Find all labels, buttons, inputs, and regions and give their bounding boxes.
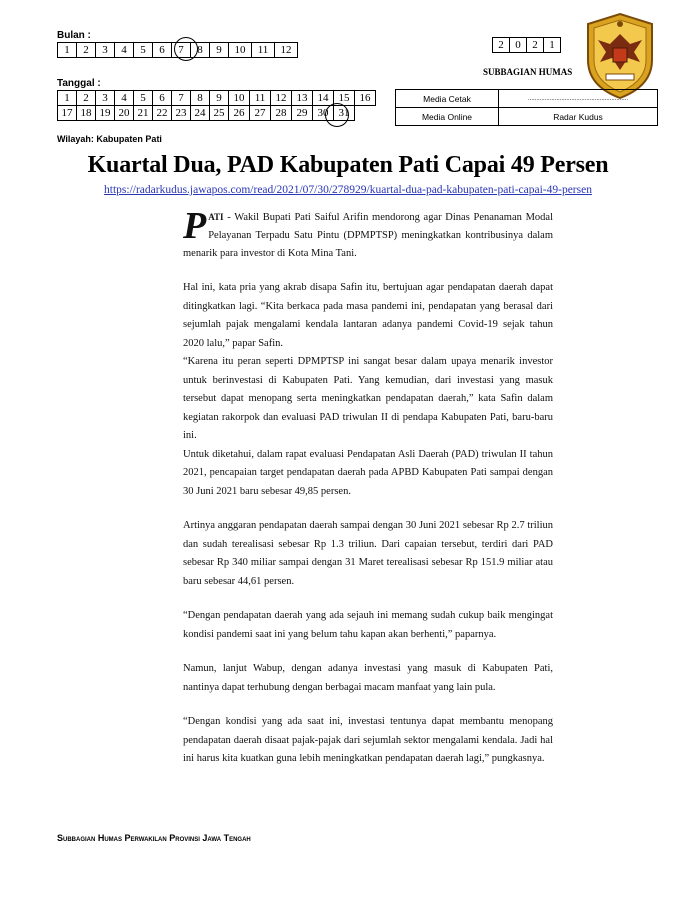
tanggal-cell: 10 bbox=[229, 91, 250, 106]
unit-label: SUBBAGIAN HUMAS bbox=[483, 67, 573, 77]
lead-text: - Wakil Bupati Pati Saiful Arifin mendorong agar Dinas Penanaman Modal Pelayanan Terpadu Satu Pintu (DPMPTSP) meningkatkan kontribusinya dalam menarik para investor di Kota Mina Tani. bbox=[183, 212, 553, 259]
tanggal-cell: 31 bbox=[334, 106, 355, 121]
tanggal-cell: 6 bbox=[153, 91, 172, 106]
year-digit: 2 bbox=[527, 38, 544, 53]
article-url-wrap bbox=[0, 180, 696, 198]
article-title: Kuartal Dua, PAD Kabupaten Pati Capai 49 Persen bbox=[87, 152, 609, 178]
bulan-cell: 10 bbox=[229, 43, 252, 58]
bulan-cell: 2 bbox=[77, 43, 96, 58]
tanggal-cell: 26 bbox=[229, 106, 250, 121]
tanggal-cell: 12 bbox=[271, 91, 292, 106]
tanggal-cell: 11 bbox=[250, 91, 271, 106]
lead-paragraph bbox=[183, 205, 553, 263]
bulan-cell: 7 bbox=[172, 43, 191, 58]
tanggal-cell: 28 bbox=[271, 106, 292, 121]
tanggal-cell: 2 bbox=[77, 91, 96, 106]
bulan-cell: 1 bbox=[58, 43, 77, 58]
media-online-label: Media Online bbox=[396, 108, 499, 126]
article-paragraph: Hal ini, kata pria yang akrab disapa Safin itu, bertujuan agar pendapatan daerah dapat ditingkatkan lagi. “Kita berkaca pada masa pandemi ini, pendapatan yang berasal dari sejumlah pajak mengalami kendala lantaran adanya pandemi Covid-19 sejak tahun 2020 lalu,” papar Safin. bbox=[183, 282, 553, 349]
footer-label: Subbagian Humas Perwakilan Provinsi Jawa Tengah bbox=[57, 833, 251, 843]
tanggal-cell: 7 bbox=[172, 91, 191, 106]
year-digit: 2 bbox=[493, 38, 510, 53]
article-paragraph: “Dengan pendapatan daerah yang ada sejauh ini memang sudah cukup baik mengingat kondisi pandemi saat ini yang belum tahu kapan akan berhenti,” paparnya. bbox=[183, 610, 553, 640]
media-table bbox=[395, 89, 658, 126]
tanggal-label: Tanggal : bbox=[57, 78, 101, 89]
year-digit: 1 bbox=[544, 38, 561, 53]
drop-cap: P bbox=[183, 205, 207, 247]
tanggal-cell: 24 bbox=[191, 106, 210, 121]
tanggal-cell: 17 bbox=[58, 106, 77, 121]
bulan-cell: 11 bbox=[252, 43, 275, 58]
article-paragraph: Namun, lanjut Wabup, dengan adanya investasi yang masuk di Kabupaten Pati, nantinya dapat terhubung dengan berbagai macam manfaat yang lain pula. bbox=[183, 663, 553, 693]
bulan-cell: 9 bbox=[210, 43, 229, 58]
tanggal-cell: 16 bbox=[355, 91, 376, 106]
month-selection-circle bbox=[174, 37, 198, 61]
bulan-cell: 8 bbox=[191, 43, 210, 58]
article-paragraph: “Dengan kondisi yang ada saat ini, investasi tentunya dapat membantu menopang pendapatan daerah disaat pajak-pajak dari sejumlah sektor mengalami kendala. Jadi hal ini harus kita kuatkan guna lebih meningkatkan pendapatan daerah lagi,” pungkasnya. bbox=[183, 716, 553, 764]
tanggal-cell: 13 bbox=[292, 91, 313, 106]
tanggal-cell: 27 bbox=[250, 106, 271, 121]
tanggal-cell: 18 bbox=[77, 106, 96, 121]
article-url-link[interactable]: https://radarkudus.jawapos.com/read/2021/07/30/278929/kuartal-dua-pad-kabupaten-pati-capai-49-persen bbox=[104, 184, 592, 196]
article-body bbox=[183, 205, 553, 769]
tanggal-cell: 3 bbox=[96, 91, 115, 106]
date-selection-circle bbox=[325, 103, 349, 127]
tanggal-cell: 21 bbox=[134, 106, 153, 121]
article-paragraph: Artinya anggaran pendapatan daerah sampai dengan 30 Juni 2021 sebesar Rp 2.7 triliun dan sudah terealisasi sebesar Rp 1.3 triliun. Dari capaian tersebut, terdiri dari PAD sebesar Rp 340 miliar sampai dengan 31 Maret terealisasi sebesar Rp 151.9 miliar atau baru sebesar 44,61 persen. bbox=[183, 520, 553, 587]
tanggal-cell: 25 bbox=[210, 106, 229, 121]
bulan-cell: 4 bbox=[115, 43, 134, 58]
tanggal-cell: 4 bbox=[115, 91, 134, 106]
bulan-cell: 3 bbox=[96, 43, 115, 58]
tanggal-cell: 19 bbox=[96, 106, 115, 121]
tanggal-cell: 8 bbox=[191, 91, 210, 106]
tanggal-cell: 23 bbox=[172, 106, 191, 121]
bulan-cell: 6 bbox=[153, 43, 172, 58]
tanggal-cell: 29 bbox=[292, 106, 313, 121]
lead-caps: ATI bbox=[208, 212, 224, 222]
year-digit: 0 bbox=[510, 38, 527, 53]
tanggal-cell: 9 bbox=[210, 91, 229, 106]
article-paragraph: “Karena itu peran seperti DPMPTSP ini sangat besar dalam upaya menarik investor untuk berinvestasi di Kabupaten Pati. Yang kemudian, dari investasi yang masuk tersebut dapat menopang serta meningkatkan pendapatan daerah,” kata Safin dalam kegiatan rakorpok dan evaluasi PAD triwulan II di pendapa Kabupaten Pati, baru-baru ini. bbox=[183, 356, 553, 441]
tanggal-cell: 5 bbox=[134, 91, 153, 106]
tanggal-cell: 1 bbox=[58, 91, 77, 106]
tanggal-cell: 30 bbox=[313, 106, 334, 121]
wilayah-label: Wilayah: Kabupaten Pati bbox=[57, 134, 162, 144]
bulan-label: Bulan : bbox=[57, 30, 91, 41]
tanggal-cell: 14 bbox=[313, 91, 334, 106]
tanggal-cell: 22 bbox=[153, 106, 172, 121]
emblem-icon bbox=[584, 12, 656, 100]
tanggal-cell: 15 bbox=[334, 91, 355, 106]
media-cetak-value: ............................................................ bbox=[499, 90, 658, 108]
tanggal-empty-cell bbox=[355, 106, 376, 121]
bulan-cell: 5 bbox=[134, 43, 153, 58]
article-paragraph: Untuk diketahui, dalam rapat evaluasi Pendapatan Asli Daerah (PAD) triwulan II tahun 2021, pencapaian target pendapatan daerah pada APBD Kabupaten Pati sampai dengan 30 Juni 2021 baru sebesar 49,85 persen. bbox=[183, 448, 553, 497]
media-online-value: Radar Kudus bbox=[499, 108, 658, 126]
tanggal-cell: 20 bbox=[115, 106, 134, 121]
bulan-cell: 12 bbox=[275, 43, 298, 58]
media-cetak-label: Media Cetak bbox=[396, 90, 499, 108]
year-table bbox=[492, 37, 561, 53]
